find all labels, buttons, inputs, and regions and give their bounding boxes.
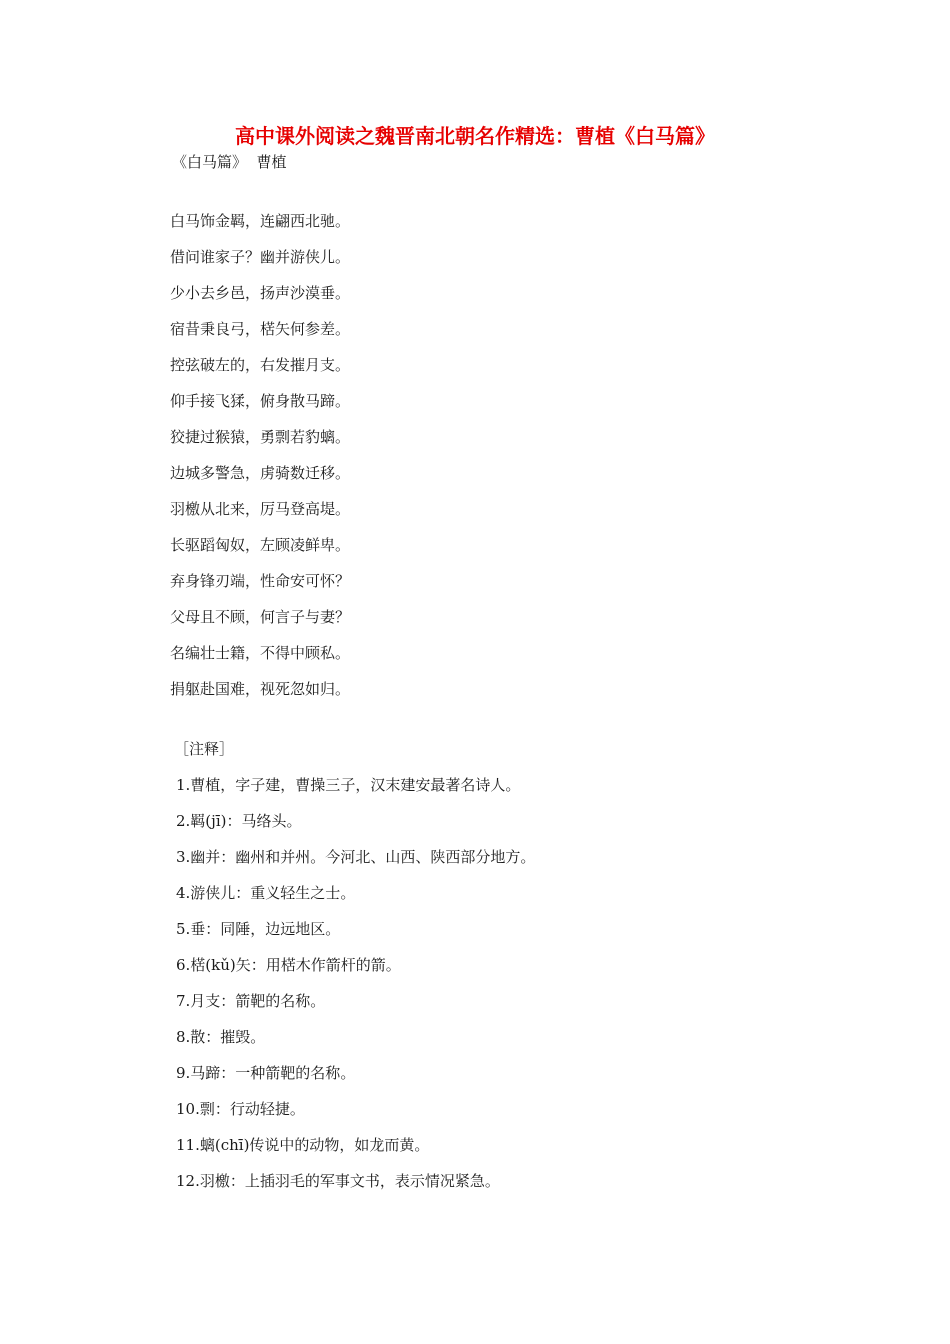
poem-line: 羽檄从北来，厉马登高堤。 — [170, 500, 351, 518]
note-item: 5.垂：同陲，边远地区。 — [176, 920, 341, 938]
notes-heading: ［注释］ — [174, 740, 235, 758]
note-item: 12.羽檄：上插羽毛的军事文书，表示情况紧急。 — [176, 1172, 500, 1190]
note-item: 9.马蹄：一种箭靶的名称。 — [176, 1064, 356, 1082]
poem-line: 长驱蹈匈奴，左顾凌鲜卑。 — [170, 536, 351, 554]
poem-line: 父母且不顾，何言子与妻？ — [170, 608, 351, 626]
note-item: 1.曹植，字子建，曹操三子，汉末建安最著名诗人。 — [176, 776, 521, 794]
note-item: 4.游侠儿：重义轻生之士。 — [176, 884, 356, 902]
poem-line: 宿昔秉良弓，楛矢何参差。 — [170, 320, 351, 338]
document-title: 高中课外阅读之魏晋南北朝名作精选：曹植《白马篇》 — [235, 124, 715, 148]
poem-line: 少小去乡邑，扬声沙漠垂。 — [170, 284, 351, 302]
note-item: 10.剽：行动轻捷。 — [176, 1100, 305, 1118]
poem-line: 白马饰金羁，连翩西北驰。 — [170, 212, 351, 230]
poem-line: 仰手接飞猱，俯身散马蹄。 — [170, 392, 351, 410]
note-item: 3.幽并：幽州和并州。今河北、山西、陕西部分地方。 — [176, 848, 536, 866]
note-item: 11.螭(chī)传说中的动物，如龙而黄。 — [176, 1136, 430, 1154]
poem-line: 控弦破左的，右发摧月支。 — [170, 356, 351, 374]
poem-line: 边城多警急，虏骑数迁移。 — [170, 464, 351, 482]
poem-line: 借问谁家子？幽并游侠儿。 — [170, 248, 351, 266]
note-item: 7.月支：箭靶的名称。 — [176, 992, 326, 1010]
poem-body — [170, 211, 350, 715]
poem-line: 狡捷过猴猿，勇剽若豹螭。 — [170, 428, 351, 446]
poem-line: 捐躯赴国难，视死忽如归。 — [170, 680, 351, 698]
poem-subtitle: 《白马篇》 曹植 — [172, 153, 287, 171]
note-item: 8.散：摧毁。 — [176, 1028, 266, 1046]
note-item: 6.楛(kǔ)矢：用楛木作箭杆的箭。 — [176, 956, 401, 974]
note-item: 2.羁(jī)：马络头。 — [176, 812, 302, 830]
poem-line: 弃身锋刃端，性命安可怀？ — [170, 572, 351, 590]
notes-list — [176, 775, 535, 1207]
poem-line: 名编壮士籍，不得中顾私。 — [170, 644, 351, 662]
